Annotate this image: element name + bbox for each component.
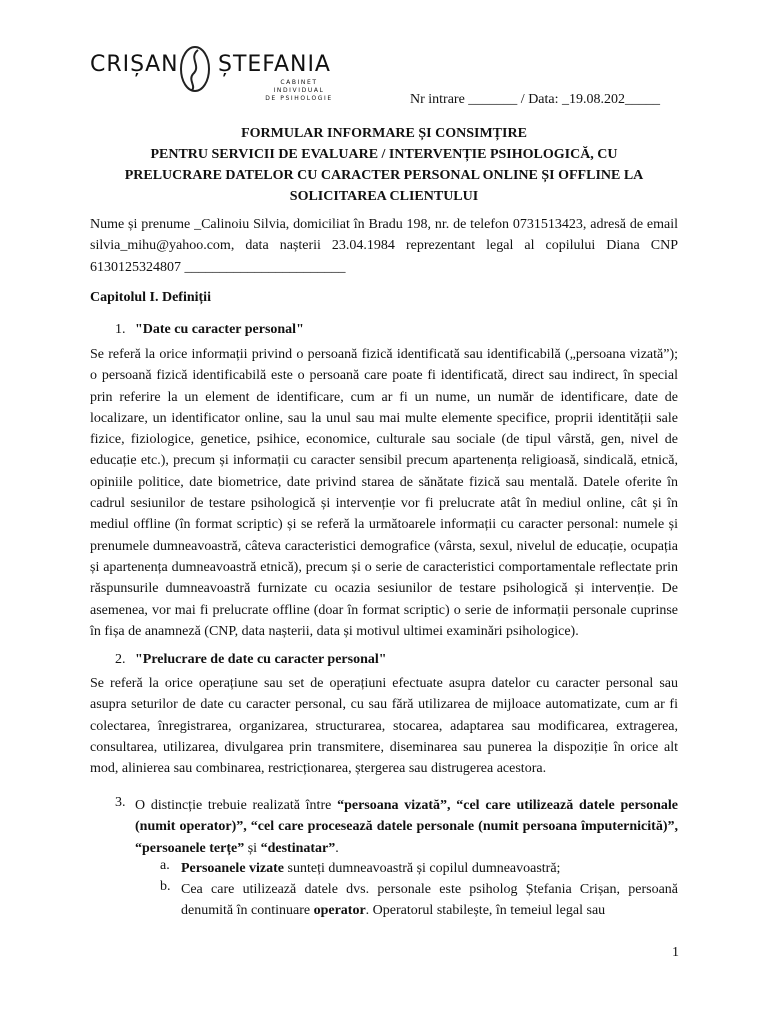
page-number: 1 xyxy=(672,945,679,960)
logo-mark-icon xyxy=(178,44,212,94)
def1-title: "Date cu caracter personal" xyxy=(135,322,304,337)
item-b-bold: operator xyxy=(313,903,366,919)
logo-subtitle xyxy=(258,79,340,103)
logo-text-right: ȘTEFANIA xyxy=(218,52,331,77)
item-b-letter: b. xyxy=(160,879,171,894)
def2-number: 2. xyxy=(115,652,126,667)
def1-number: 1. xyxy=(115,322,126,337)
def3-pre: O distincție trebuie realizată între xyxy=(135,798,338,813)
logo-subtitle-line: CABINET INDIVIDUAL xyxy=(273,79,325,94)
def3-number: 3. xyxy=(115,795,126,810)
title-line: SOLICITAREA CLIENTULUI xyxy=(289,189,479,204)
title-line: FORMULAR INFORMARE ȘI CONSIMȚIRE xyxy=(241,126,527,141)
def1-text: Se referă la orice informații privind o persoană fizică identificată sau identificabilă („persoana vizată”); o persoană fizică identificabilă este o persoană care poate fi identificată, direct sau indirect, în special prin referire la un element de identificare, cum ar fi un nume, un număr de identificare, date de localizare, un identificator online, sau la unul sau mai multe elemente specifice, proprii identității sale fizice, fiziologice, genetice, psihice, economice, culturale sau sociale (de tipul vârstă, gen, nivel de educație etc.), precum și informații cu caracter sensibil precum apartenența religioasă, sindicală, etnică, opiniile politice, date biometrice, date privind starea de sănătate fizică sau mentală. Datele oferite în cadrul sesiunilor de testare psihologică și intervenție vor fi prelucrate atât în mediul online, cât și în mediul offline (în format scriptic) și se referă la următoarele informații cu caracter personal: numele și prenumele dumneavoastră, câteva caracteristici demografice (vârsta, sexul, nivelul de educație, ocupația și apartenența dumneavoastră etnică), precum și o serie de caracteristici comportamentale reflectate prin răspunsurile dumneavoastră furnizate cu ocazia sesiunilor de testare psihologică și intervenție. De asemenea, vor mai fi prelucrate offline (doar în format scriptic) o serie de informații personale cuprinse în fișa de anamneză (CNP, data nașterii, data și motivul ultimei examinări psihologice). xyxy=(90,347,678,639)
item-b-pre: Cea care utilizează datele dvs. personale este psiholog Ștefania Crișan, persoană denumită în continuare xyxy=(181,882,678,919)
form-title xyxy=(90,123,678,207)
logo-subtitle-line: DE PSIHOLOGIE xyxy=(265,95,333,102)
def3-text xyxy=(135,795,678,859)
item-b-text xyxy=(181,879,678,922)
logo-text-left: CRIȘAN xyxy=(90,52,179,77)
item-a-letter: a. xyxy=(160,858,170,873)
def3-mid: și xyxy=(244,840,261,856)
logo xyxy=(90,42,340,102)
def3-terms: “persoana vizată”, “cel care utilizează datele personale (numit operator)”, “cel care procesează datele personale (numit persoana împuternicită)”, “persoanele terțe” xyxy=(135,798,678,856)
item-a-bold: Persoanele vizate xyxy=(181,861,285,876)
def3-end: . xyxy=(335,840,339,856)
item-b-post: . Operatorul stabilește, în temeiul legal sau xyxy=(365,903,606,919)
intro-paragraph: Nume și prenume _Calinoiu Silvia, domiciliat în Bradu 198, nr. de telefon 0731513423, adresă de email silvia_mihu@yahoo.com, data nașterii 23.04.1984 reprezentant legal al copilului Diana CNP 6130125324807 _______________________ xyxy=(90,217,678,275)
registration-line: Nr intrare _______ / Data: _19.08.202_____ xyxy=(410,92,661,107)
def2-title: "Prelucrare de date cu caracter personal" xyxy=(135,652,387,667)
def3-term-destinatar: “destinatar” xyxy=(260,840,336,856)
def2-text: Se referă la orice operațiune sau set de operațiuni efectuate asupra datelor cu caracter personal sau asupra seturilor de date cu caracter personal, cu sau fără utilizarea de mijloace automatizate, cum ar fi colectarea, înregistrarea, organizarea, structurarea, stocarea, adaptarea sau modificarea, extragerea, consultarea, utilizarea, divulgarea prin transmitere, diseminarea sau punerea la dispoziție în orice alt mod, alinierea sau combinarea, restricționarea, ștergerea sau distrugerea acestora. xyxy=(90,676,678,777)
item-a-rest: sunteți dumneavoastră și copilul dumneavoastră; xyxy=(284,861,561,876)
title-line: PENTRU SERVICII DE EVALUARE / INTERVENȚIE PSIHOLOGICĂ, CU xyxy=(150,147,618,162)
title-line: PRELUCRARE DATELOR CU CARACTER PERSONAL ONLINE ȘI OFFLINE LA xyxy=(124,168,644,183)
chapter-heading: Capitolul I. Definiții xyxy=(90,290,211,305)
item-a-text xyxy=(181,858,678,879)
